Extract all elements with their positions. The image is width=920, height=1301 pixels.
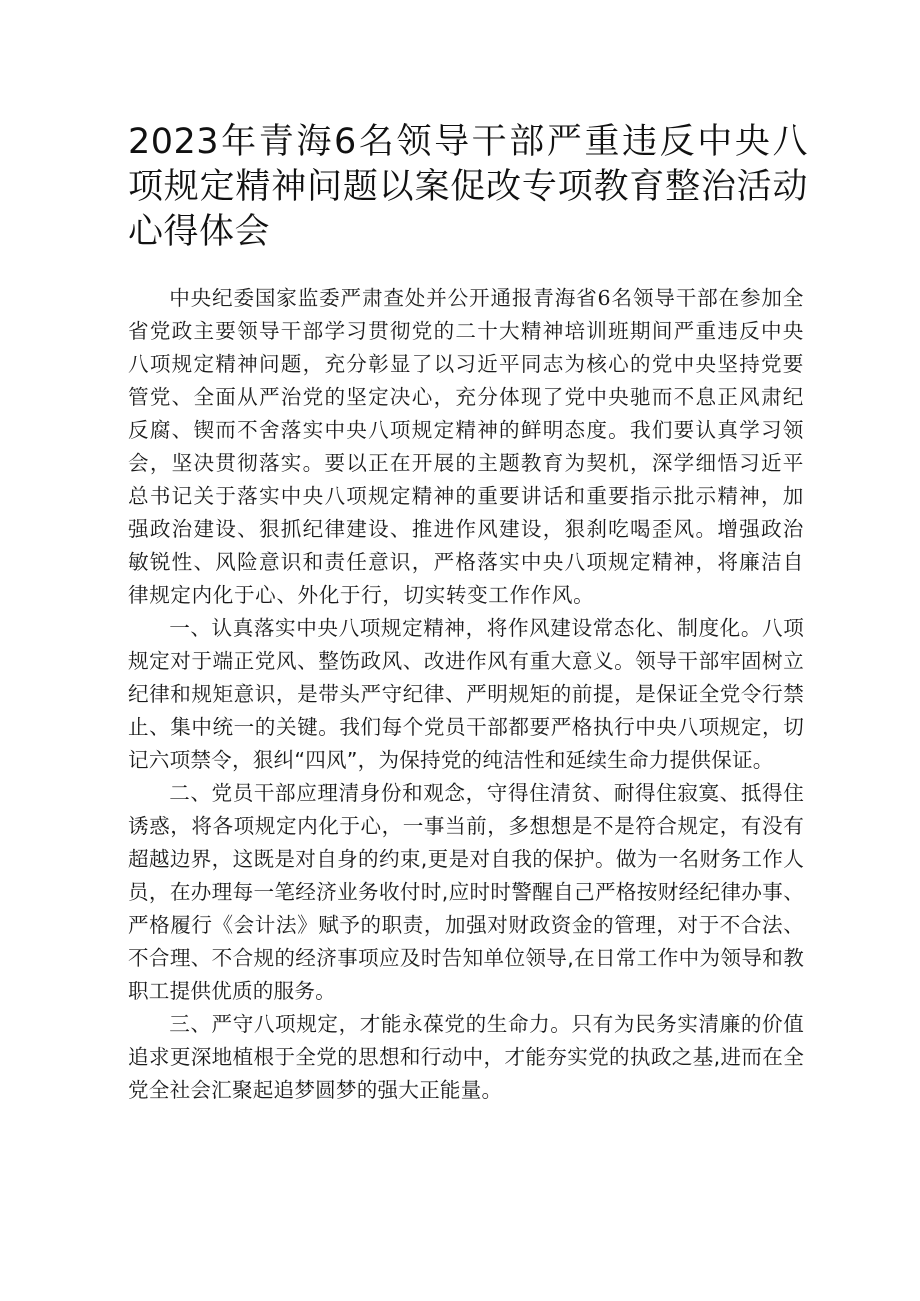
- paragraph-point-one: 一、认真落实中央八项规定精神，将作风建设常态化、制度化。八项规定对于端正党风、整饬政风、改进作风有重大意义。领导干部牢固树立纪律和规矩意识，是带头严守纪律、严明规矩的前提，是保证全党令行禁止、集中统一的关键。我们每个党员干部都要严格执行中央八项规定，切记六项禁令，狠纠“四风”，为保持党的纯洁性和延续生命力提供保证。: [128, 616, 804, 772]
- document-title: 2023年青海6名领导干部严重违反中央八项规定精神问题以案促改专项教育整治活动心得体会: [128, 122, 808, 252]
- paragraph-point-three: 三、严守八项规定，才能永葆党的生命力。只有为民务实清廉的价值追求更深地植根于全党的思想和行动中，才能夯实党的执政之基,进而在全党全社会汇聚起追梦圆梦的强大正能量。: [128, 1012, 804, 1102]
- document-body: [128, 282, 804, 1107]
- paragraph-point-two: 二、党员干部应理清身份和观念，守得住清贫、耐得住寂寞、抵得住诱惑，将各项规定内化于心，一事当前，多想想是不是符合规定，有没有超越边界，这既是对自身的约束,更是对自我的保护。做为一名财务工作人员，在办理每一笔经济业务收付时,应时时警醒自己严格按财经纪律办事、严格履行《会计法》赋予的职责，加强对财政资金的管理，对于不合法、不合理、不合规的经济事项应及时告知单位领导,在日常工作中为领导和教职工提供优质的服务。: [128, 781, 804, 1003]
- paragraph-intro: 中央纪委国家监委严肃查处并公开通报青海省6名领导干部在参加全省党政主要领导干部学习贯彻党的二十大精神培训班期间严重违反中央八项规定精神问题，充分彰显了以习近平同志为核心的党中央坚持党要管党、全面从严治党的坚定决心，充分体现了党中央驰而不息正风肃纪反腐、锲而不舍落实中央八项规定精神的鲜明态度。我们要认真学习领会，坚决贯彻落实。要以正在开展的主题教育为契机，深学细悟习近平总书记关于落实中央八项规定精神的重要讲话和重要指示批示精神，加强政治建设、狠抓纪律建设、推进作风建设，狠刹吃喝歪风。增强政治敏锐性、风险意识和责任意识，严格落实中央八项规定精神，将廉洁自律规定内化于心、外化于行，切实转变工作作风。: [128, 286, 804, 607]
